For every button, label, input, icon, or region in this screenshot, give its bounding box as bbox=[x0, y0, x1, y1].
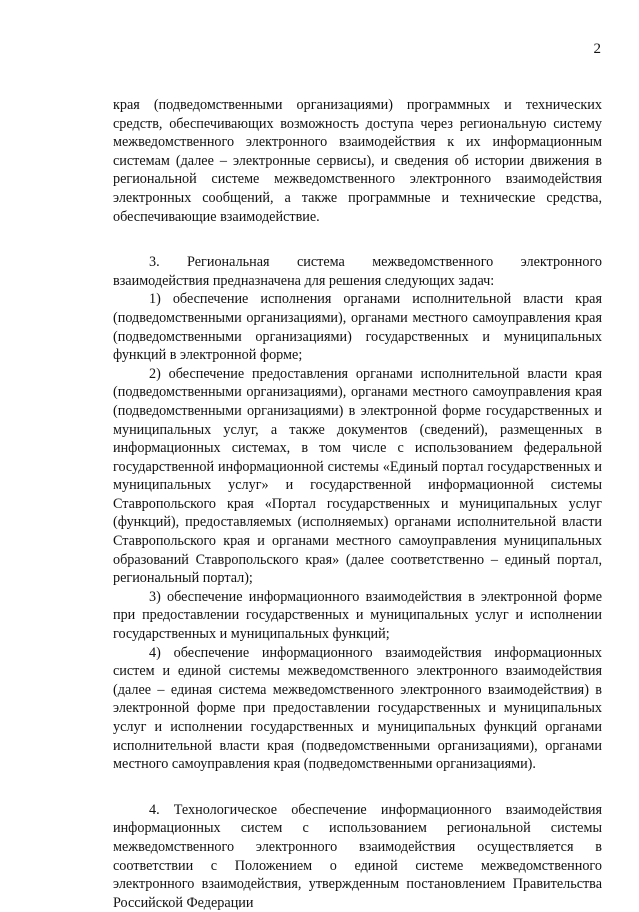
page-number: 2 bbox=[593, 41, 601, 57]
paragraph-gap bbox=[113, 774, 602, 801]
list-item-1: 1) обеспечение исполнения органами исполнительной власти края (подведомственными организациями), органами местного самоуправления края (подведомственными организациями) государственных и муниципальных функций в электронной форме; bbox=[113, 291, 602, 364]
paragraph-gap bbox=[113, 226, 602, 253]
section-3-heading-paragraph: 3. Региональная система межведомственного электронного взаимодействия предназначена для решения следующих задач: bbox=[113, 254, 602, 289]
section-4-paragraph: 4. Технологическое обеспечение информационного взаимодействия информационных систем с использованием региональной системы межведомственного электронного взаимодействия осуществляется в соответствии с Положением о единой системе межведомственного электронного взаимодействия, утвержденным постановлением Правительства Российской Федерации bbox=[113, 801, 602, 911]
paragraph-continuation: края (подведомственными организациями) программных и технических средств, обеспечивающих возможность доступа через региональную систему межведомственного электронного взаимодействия к их информационным системам (далее – электронные сервисы), и сведения об истории движения в региональной системе межведомственного электронного взаимодействия электронных сообщений, а также программные и технические средства, обеспечивающие взаимодействие. bbox=[113, 97, 602, 225]
list-item-2: 2) обеспечение предоставления органами исполнительной власти края (подведомственными организациями), органами местного самоуправления края (подведомственными организациями) в электронной форме государственных и муниципальных услуг, а также документов (сведений), размещенных в информационных системах, в том числе с использованием федеральной государственной информационной системы «Единый портал государственных и муниципальных услуг» и государственной информационной системы Ставропольского края «Портал государственных и муниципальных услуг (функций), предоставляемых (исполняемых) органами исполнительной власти Ставропольского края и органами местного самоуправления муниципальных образований Ставропольского края» (далее соответственно – единый портал, региональный портал); bbox=[113, 365, 602, 587]
list-item-4: 4) обеспечение информационного взаимодействия информационных систем и единой системы межведомственного электронного взаимодействия (далее – единая система межведомственного электронного взаимодействия) в электронной форме при предоставлении государственных и муниципальных услуг и исполнении государственных и муниципальных функций органами исполнительной власти края (подведомственными организациями), органами местного самоуправления края (подведомственными организациями). bbox=[113, 644, 602, 773]
document-body bbox=[113, 96, 602, 912]
list-item-3: 3) обеспечение информационного взаимодействия в электронной форме при предоставлении государственных и муниципальных услуг и исполнении государственных и муниципальных функций; bbox=[113, 588, 602, 643]
